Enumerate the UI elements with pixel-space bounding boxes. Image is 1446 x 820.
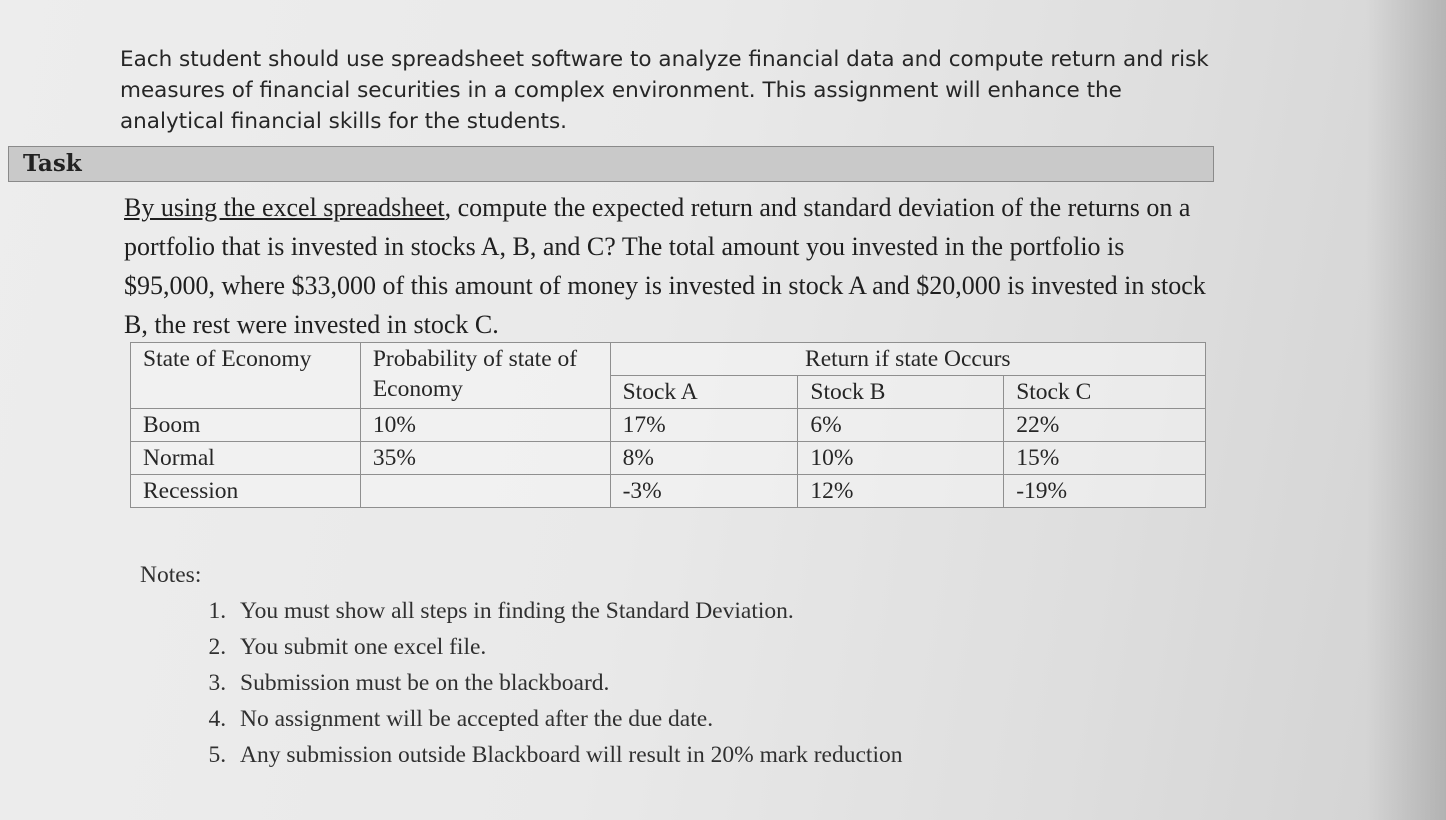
- header-stock-b: Stock B: [798, 376, 1004, 409]
- cell-stock-a: 17%: [610, 409, 798, 442]
- cell-state: Normal: [131, 442, 361, 475]
- table-row: [131, 475, 1206, 508]
- page-edge-shadow: [1366, 0, 1446, 820]
- header-stock-a: Stock A: [610, 376, 798, 409]
- header-stock-c: Stock C: [1004, 376, 1206, 409]
- question-text: , compute the expected return and standard deviation of the returns on a portfolio that is invested in stocks A, B, and C? The total amount you invested in the portfolio is $95,000, where $33,000 of this amount of money is invested in stock A and $20,000 is invested in stock B, the rest were invested in stock C.: [124, 193, 1206, 339]
- cell-state: Recession: [131, 475, 361, 508]
- list-item: 3. Submission must be on the blackboard.: [232, 665, 902, 701]
- header-returns-group: Return if state Occurs: [610, 343, 1205, 376]
- cell-stock-a: -3%: [610, 475, 798, 508]
- cell-probability: 35%: [360, 442, 610, 475]
- task-section-header: [8, 146, 1214, 182]
- cell-stock-c: 15%: [1004, 442, 1206, 475]
- task-label: Task: [23, 150, 82, 177]
- header-state: State of Economy: [131, 343, 361, 409]
- cell-stock-a: 8%: [610, 442, 798, 475]
- task-question: [124, 188, 1214, 344]
- list-item: 5. Any submission outside Blackboard will result in 20% mark reduction: [232, 737, 902, 773]
- cell-probability: [360, 475, 610, 508]
- header-probability: Probability of state of Economy: [360, 343, 610, 409]
- question-underlined-phrase: By using the excel spreadsheet: [124, 193, 445, 222]
- cell-stock-b: 10%: [798, 442, 1004, 475]
- intro-paragraph: Each student should use spreadsheet software to analyze financial data and compute return and risk measures of financial securities in a complex environment. This assignment will enhance the analytical financial skills for the students.: [120, 47, 1209, 134]
- cell-stock-b: 6%: [798, 409, 1004, 442]
- cell-stock-c: -19%: [1004, 475, 1206, 508]
- table-row: [131, 409, 1206, 442]
- list-item: 2. You submit one excel file.: [232, 629, 902, 665]
- cell-probability: 10%: [360, 409, 610, 442]
- cell-state: Boom: [131, 409, 361, 442]
- notes-list: [140, 593, 902, 773]
- table-header-row: [131, 343, 1206, 376]
- notes-section: [140, 562, 902, 773]
- cell-stock-b: 12%: [798, 475, 1004, 508]
- cell-stock-c: 22%: [1004, 409, 1206, 442]
- list-item: 1. You must show all steps in finding the Standard Deviation.: [232, 593, 902, 629]
- returns-table: [130, 342, 1206, 508]
- notes-title: Notes:: [140, 562, 202, 588]
- table-row: [131, 442, 1206, 475]
- list-item: 4. No assignment will be accepted after the due date.: [232, 701, 902, 737]
